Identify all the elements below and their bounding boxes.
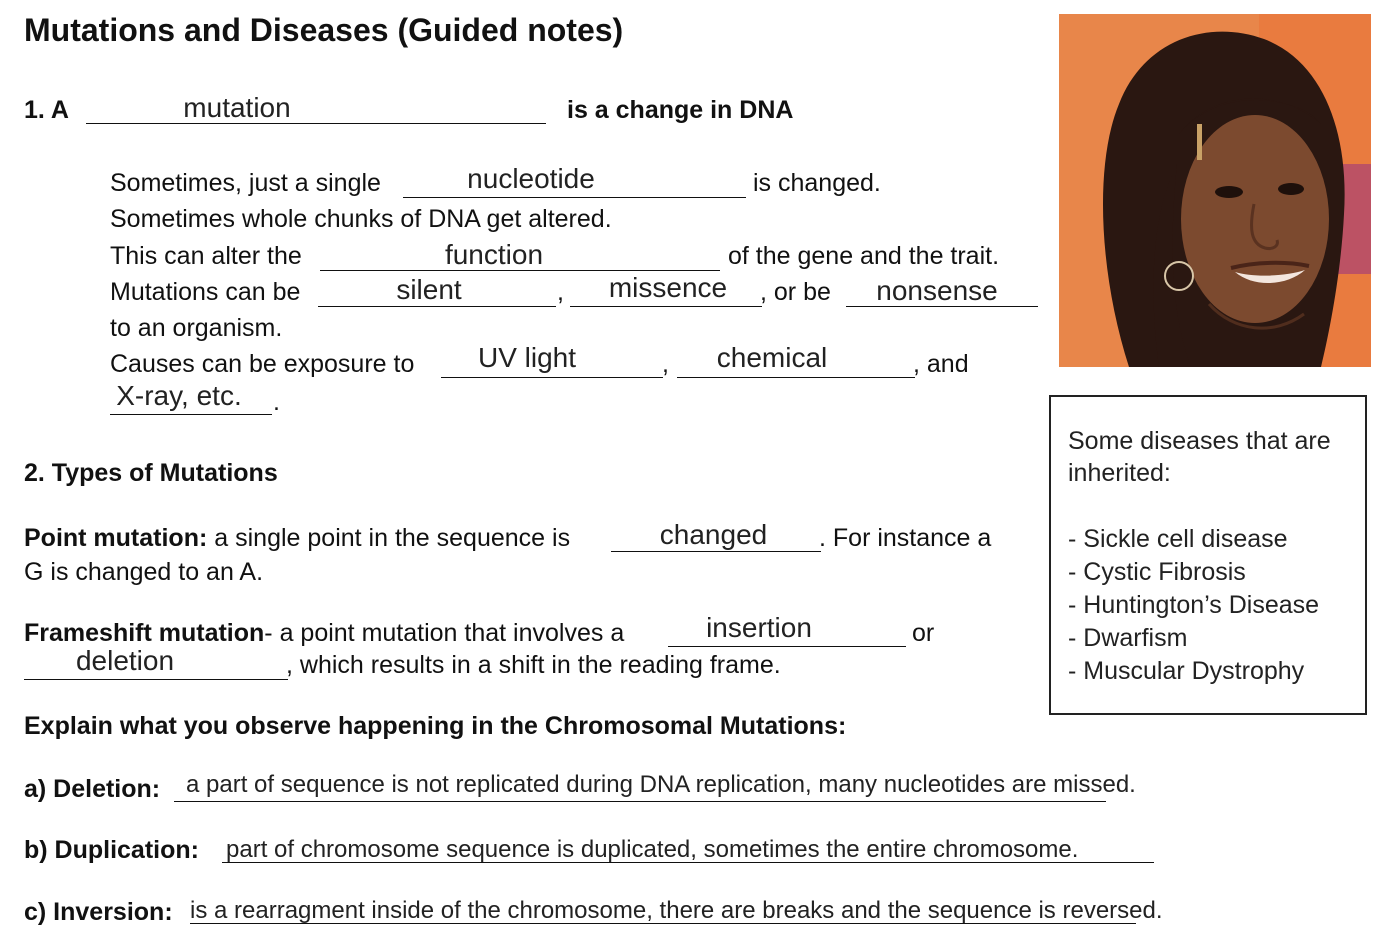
section1-number: 1. A <box>24 96 69 124</box>
blank-line <box>677 377 915 378</box>
line3-prefix: This can alter the <box>110 242 302 270</box>
answer-silent[interactable]: silent <box>396 274 462 305</box>
answer-duplication-explanation[interactable]: part of chromosome sequence is duplicated, sometimes the entire chromosome. <box>226 836 1079 863</box>
answer-uv-light[interactable]: UV light <box>477 342 577 373</box>
comma: , <box>662 350 669 378</box>
answer-nonsense[interactable]: nonsense <box>876 275 998 306</box>
frameshift-suffix: , which results in a shift in the reading frame. <box>286 651 781 679</box>
frameshift-text: - a point mutation that involves a <box>264 619 625 647</box>
blank-line <box>110 414 272 415</box>
period: . <box>273 388 280 416</box>
disease-item: - Muscular Dystrophy <box>1068 657 1305 685</box>
blank-line <box>174 801 1106 802</box>
disease-item: - Huntington’s Disease <box>1068 591 1320 619</box>
point-mutation-text: a single point in the sequence is <box>214 524 571 552</box>
box-intro-line1: Some diseases that are <box>1068 427 1331 455</box>
blank-line <box>403 197 746 198</box>
section2-heading: 2. Types of Mutations <box>24 459 278 487</box>
blank-line <box>318 306 556 307</box>
answer-mutation[interactable]: mutation <box>183 92 291 123</box>
duplication-label: b) Duplication: <box>24 836 199 864</box>
answer-missence[interactable]: missence <box>608 272 728 303</box>
disease-item: - Cystic Fibrosis <box>1068 558 1246 586</box>
line6-prefix: Causes can be exposure to <box>110 350 415 378</box>
answer-deletion[interactable]: deletion <box>75 645 175 676</box>
box-intro-line2: inherited: <box>1068 459 1171 487</box>
point-mutation-suffix: . For instance a <box>819 524 992 552</box>
line4-prefix: Mutations can be <box>110 278 301 306</box>
section3-heading: Explain what you observe happening in the Chromosomal Mutations: <box>24 712 847 740</box>
line3-suffix: of the gene and the trait. <box>728 242 1000 270</box>
inversion-label: c) Inversion: <box>24 898 173 926</box>
line6-suffix: , and <box>913 350 969 378</box>
portrait-photo-icon <box>1059 14 1371 367</box>
answer-inversion-explanation[interactable]: is a rearragment inside of the chromosome, there are breaks and the sequence is reversed. <box>190 897 1163 924</box>
answer-deletion-explanation[interactable]: a part of sequence is not replicated during DNA replication, many nucleotides are missed. <box>186 771 1136 798</box>
line1-prefix: Sometimes, just a single <box>110 169 381 197</box>
frameshift-or: or <box>912 619 935 647</box>
line1-suffix: is changed. <box>753 169 881 197</box>
frameshift-line <box>24 619 624 648</box>
disease-item: - Dwarfism <box>1068 624 1188 652</box>
deletion-label: a) Deletion: <box>24 775 161 803</box>
blank-line <box>668 646 906 647</box>
blank-line <box>24 679 288 680</box>
answer-xray[interactable]: X-ray, etc. <box>116 380 242 411</box>
answer-chemical[interactable]: chemical <box>716 342 828 373</box>
blank-line <box>570 306 762 307</box>
blank-line <box>611 551 821 552</box>
answer-function[interactable]: function <box>444 239 544 270</box>
point-mutation-line <box>24 524 570 553</box>
portrait-photo <box>1059 14 1371 367</box>
answer-changed[interactable]: changed <box>659 519 768 550</box>
line2-text: Sometimes whole chunks of DNA get altered. <box>110 205 612 233</box>
blank-line <box>441 377 663 378</box>
frameshift-label: Frameshift mutation <box>24 619 265 647</box>
line4-middle: , or be <box>760 278 831 306</box>
comma: , <box>557 278 564 306</box>
disease-item: - Sickle cell disease <box>1068 525 1288 553</box>
line5-text: to an organism. <box>110 314 283 342</box>
point-mutation-line2: G is changed to an A. <box>24 558 264 586</box>
answer-insertion[interactable]: insertion <box>706 612 812 643</box>
page-title: Mutations and Diseases (Guided notes) <box>24 12 624 48</box>
inherited-diseases-box <box>1049 395 1367 715</box>
section1-definition: is a change in DNA <box>567 96 794 124</box>
answer-nucleotide[interactable]: nucleotide <box>467 163 595 194</box>
point-mutation-label: Point mutation: <box>24 524 208 552</box>
